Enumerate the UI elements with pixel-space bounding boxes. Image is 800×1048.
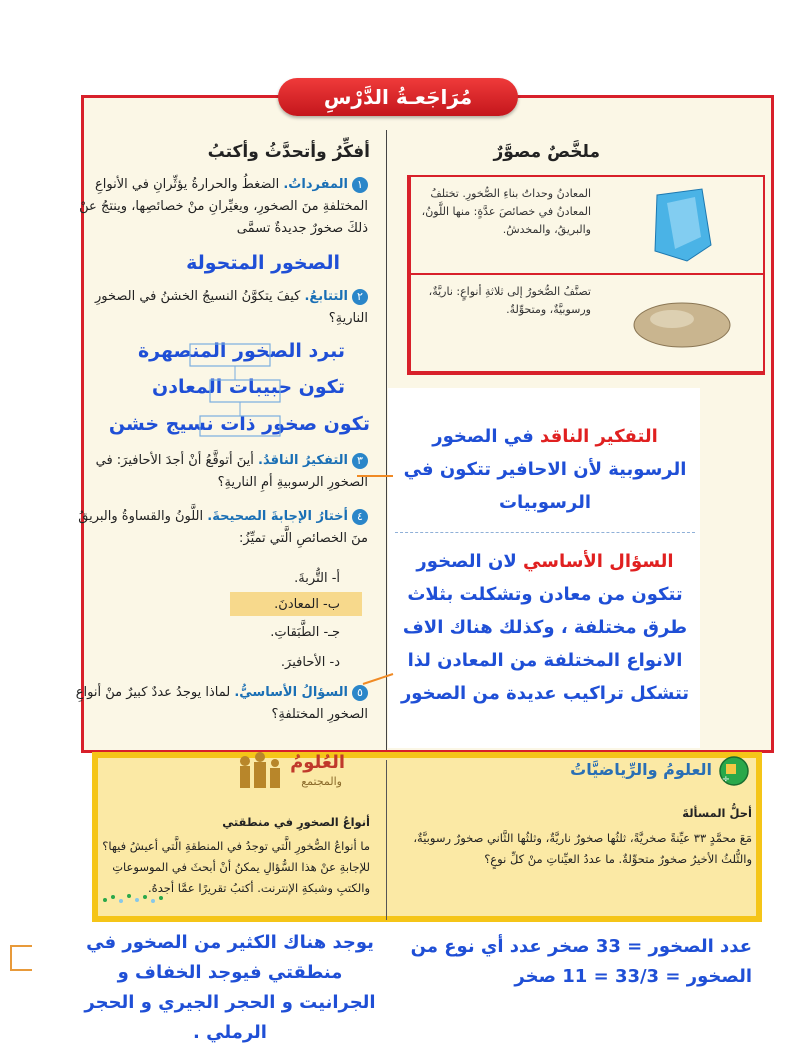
- sequence-step-3: تكون صخور ذات نسيج خشن: [108, 413, 370, 435]
- science-brand-subtitle: والمجتمع: [301, 775, 342, 788]
- think-talk-write-heading: أفكِّرُ وأتحدَّثُ وأكتبُ: [207, 142, 370, 162]
- activities-divider: [386, 760, 387, 920]
- question-2: [73, 286, 368, 330]
- sequence-flow-boxes: [180, 340, 300, 440]
- question-number: ٣: [352, 453, 368, 469]
- summary-row-rocks: [409, 275, 763, 373]
- summary-table: [407, 175, 765, 375]
- math-subtitle: أحلُّ المسألةَ: [682, 806, 752, 820]
- people-icon: [238, 752, 282, 790]
- math-answer-line2: الصخور = 33/3 = 11 صخر: [514, 966, 752, 987]
- option-c: جـ- الطَّبَقاتِ.: [270, 625, 340, 640]
- logo-dots-icon: [95, 885, 175, 915]
- lesson-review-title: مُرَاجَعـةُ الدَّرْسِ: [278, 78, 518, 116]
- summary-row-minerals: [409, 177, 763, 275]
- science-answer: يوجد هناك الكثير من الصخور في منطقتي فيوجد الخفاف و الجرانيت و الحجر الجيري و الحجر الرملي .: [84, 932, 376, 1043]
- plus-minus-icon: [718, 755, 750, 787]
- rock-image: [601, 275, 763, 371]
- question-text: أينَ أتوقَّعُ أنْ أجدَ الأحافيرَ: في الصخورِ الرسوبيةِ أمِ الناريةِ؟: [95, 453, 368, 490]
- question-number: ٤: [352, 509, 368, 525]
- page-corner-mark: [10, 945, 32, 971]
- question-number: ٥: [352, 685, 368, 701]
- sequence-step-1: تبرد الصخور المنصهرة: [137, 340, 345, 362]
- answer-label: السؤال الأساسي: [523, 551, 674, 572]
- question-head: أختارُ الإجابةَ الصحيحةَ.: [207, 509, 348, 524]
- math-answer: [397, 932, 752, 992]
- math-answer-line1: عدد الصخور = 33 صخر عدد أي نوع من: [410, 936, 752, 957]
- dashed-separator: [395, 532, 695, 533]
- summary-text: تصنَّفُ الصُّخورُ إلى ثلاثةِ أنواعٍ: ناريَّةٌ، ورسوبيَّةٌ، ومتحوِّلةٌ.: [409, 275, 601, 371]
- science-subtitle: أنواعُ الصخورِ في منطقتي: [222, 815, 370, 829]
- question-3: [73, 450, 368, 494]
- sequence-step-2: تكون حبيبات المعادن: [152, 376, 345, 398]
- answer-text: لان الصخور تتكون من معادن وتشكلت بثلاث طرق مختلفة ، وكذلك هناك الاف الانواع المختلفة من المعادن لذا تتشكل تراكيب عديدة من الصخور: [400, 551, 690, 704]
- question-text: اللَّونُ والقساوةُ والبريقُ منَ الخصائصِ الَّتي تميِّزُ:: [78, 509, 368, 546]
- answer-q3: [395, 420, 695, 519]
- question-head: التتابعُ.: [304, 289, 348, 304]
- question-head: التفكيرُ الناقدُ.: [258, 453, 348, 468]
- option-d: د- الأحافيرَ.: [280, 655, 340, 670]
- question-text: لماذا يوجدُ عددٌ كبيرٌ منْ أنواعِ الصخورِ المختلفةِ؟: [75, 685, 368, 722]
- summary-text: المعادنُ وحداتُ بناءِ الصُّخورِ. تختلفُ المعادنُ في خصائصَ عدَّةٍ: منها اللَّونُ، والبريقُ، والمخدشُ.: [409, 177, 601, 273]
- question-4: [73, 506, 368, 550]
- science-title: العُلومُ: [290, 752, 345, 773]
- rock-icon: [627, 293, 737, 353]
- math-problem: مَعَ محمَّدٍ ٣٣ عيِّنةً صخريَّةً، ثلثُها صخورٌ ناريَّةٌ، وثلثُها الثَّاني صخورٌ رسوبيَّةٌ، والثُّلثُ الأخيرُ صخورٌ متحوِّلةٌ. ما عددُ العيِّناتِ منْ كلِّ نوعٍ؟: [413, 831, 752, 866]
- question-head: المفرداتُ.: [283, 177, 348, 192]
- question-number: ٢: [352, 289, 368, 305]
- option-a: أ- التُّربةَ.: [294, 571, 340, 586]
- science-prompt: ما أنواعُ الصُّخورِ الَّتي توجدُ في المنطقةِ الَّتي أعيشُ فيها؟ للإجابةِ عنْ هذا السُّؤالِ يمكنُ أنْ أبحثَ في الموسوعاتِ والكتبِ وشبكةِ الإنترنت. أكتبُ تقريرًا عمَّا أجدهُ.: [102, 839, 370, 895]
- picture-summary-heading: ملخَّصٌ مصوَّرٌ: [493, 142, 600, 162]
- svg-text:÷: ÷: [721, 774, 730, 785]
- question-head: السؤالُ الأساسيُّ.: [234, 685, 348, 700]
- question-number: ١: [352, 177, 368, 193]
- answer-text: في الصخور الرسوبية لأن الاحافير تتكون في الرسوبيات: [403, 426, 687, 513]
- answer-label: التفكير الناقد: [540, 426, 658, 447]
- question-text: كيفَ يتكوَّنُ النسيجُ الخشنُ في الصخورِ الناريةِ؟: [94, 289, 368, 326]
- crystal-icon: [647, 185, 717, 265]
- question-5: [73, 682, 368, 726]
- math-title: العلومُ والرِّياضيَّاتُ: [570, 760, 712, 779]
- question-text: الضغطُ والحرارةُ يؤثِّرانِ في الأنواعِ المختلفةِ منَ الصخورِ، ويغيِّرانِ منْ خصائصِها، وينتجُ عنْ ذلكَ صخورٌ جديدةٌ تسمَّى: [79, 177, 368, 236]
- answer-pointer-lines: [355, 470, 395, 690]
- answer-q1: الصخور المتحولة: [186, 252, 340, 274]
- answer-q5: [395, 545, 695, 710]
- option-b: ب- المعادنَ.: [274, 597, 340, 612]
- crystal-image: [601, 177, 763, 273]
- question-1: [73, 174, 368, 240]
